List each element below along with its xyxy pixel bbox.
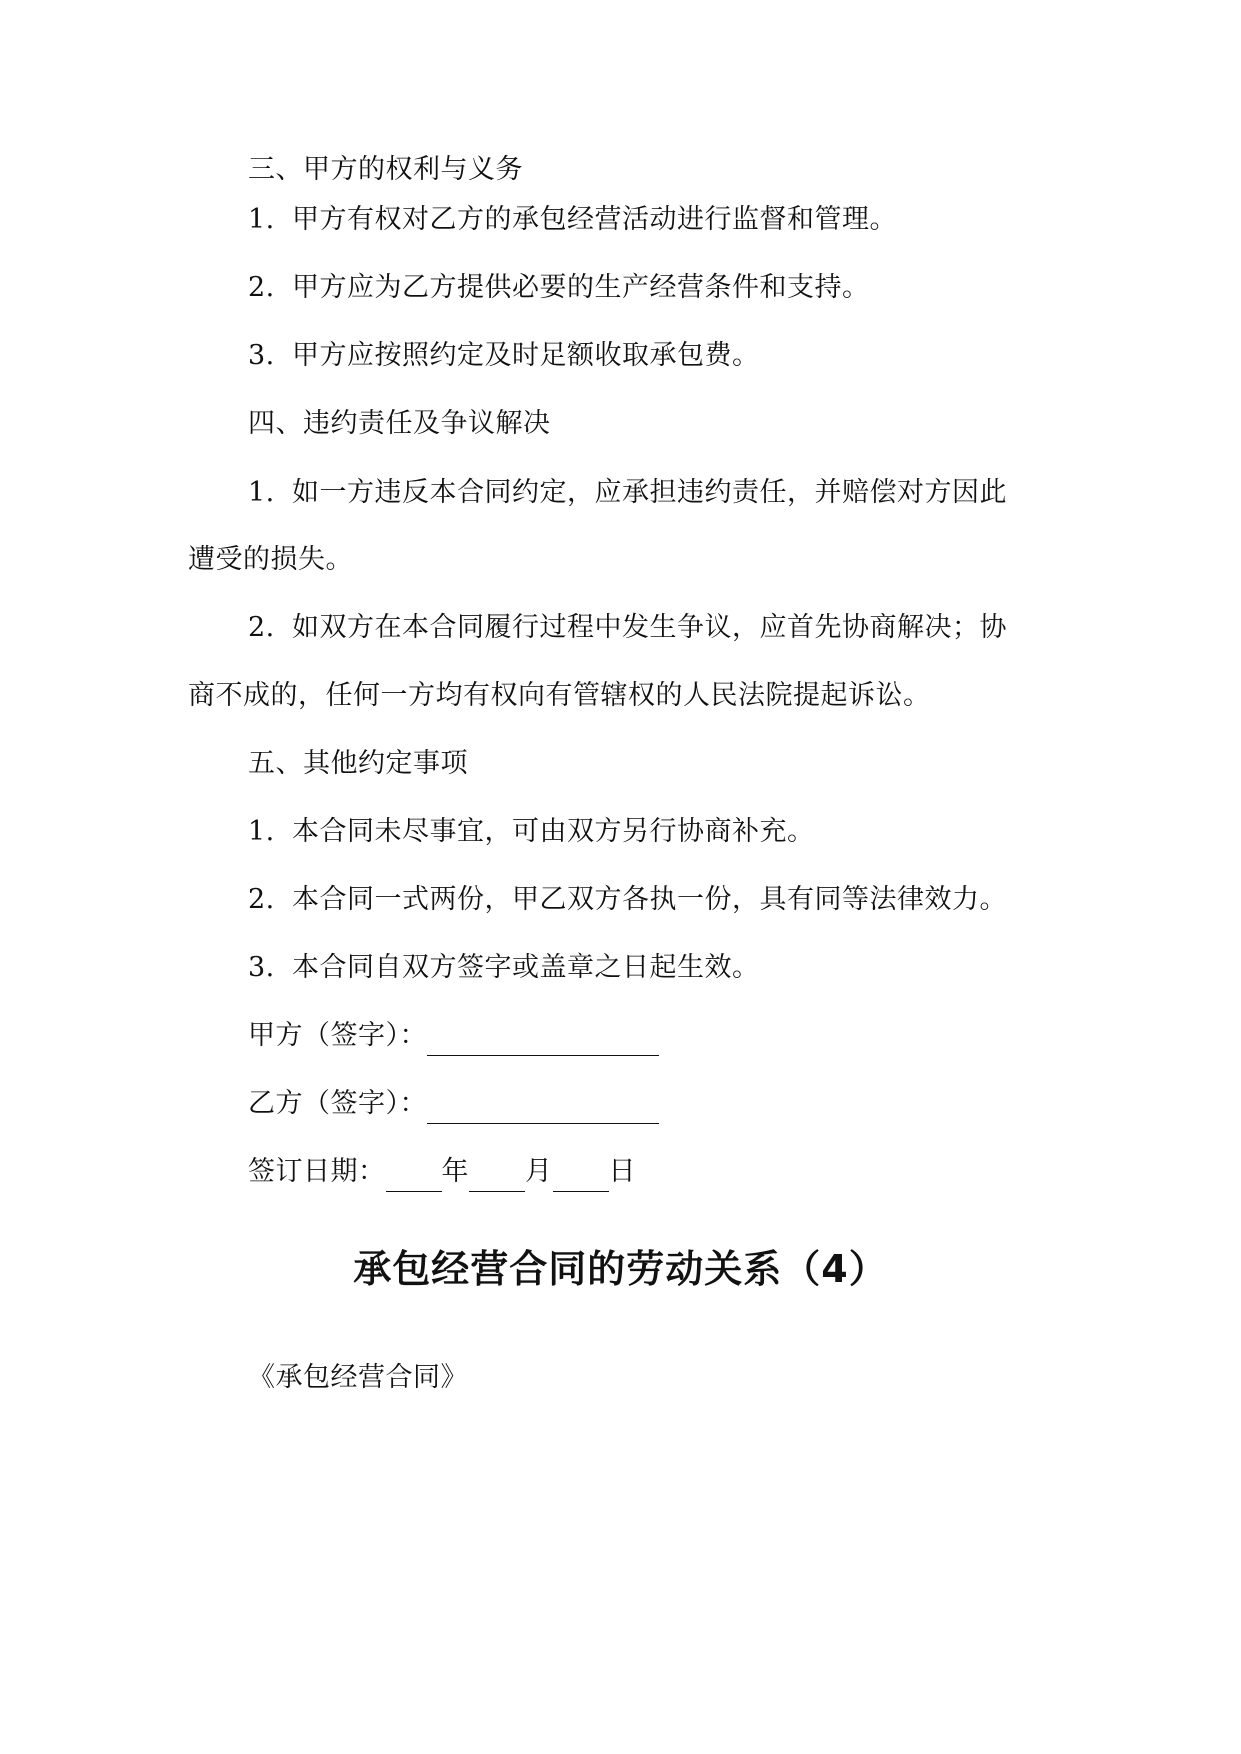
document-title: 承包经营合同的劳动关系（4） <box>353 1247 888 1291</box>
clause-number: 2. <box>248 272 275 303</box>
clause-number: 1. <box>248 816 275 847</box>
clause-text: 本合同一式两份，甲乙双方各执一份，具有同等法律效力。 <box>292 884 1007 915</box>
clause-5-1 <box>248 812 815 852</box>
clause-number: 2. <box>248 884 275 915</box>
section-4-heading: 四、违约责任及争议解决 <box>248 408 551 439</box>
party-b-signature-blank[interactable] <box>427 1093 659 1124</box>
clause-text: 本合同自双方签字或盖章之日起生效。 <box>292 952 760 983</box>
date-label: 签订日期： <box>248 1156 386 1187</box>
clause-number: 2. <box>248 612 275 643</box>
section-5-heading: 五、其他约定事项 <box>248 748 468 779</box>
month-label: 月 <box>525 1156 553 1187</box>
day-label: 日 <box>608 1156 636 1187</box>
clause-5-2 <box>248 880 1007 920</box>
party-a-signature-blank[interactable] <box>427 1025 659 1056</box>
month-blank[interactable] <box>469 1161 525 1192</box>
clause-text: 甲方应为乙方提供必要的生产经营条件和支持。 <box>292 272 870 303</box>
clause-text: 甲方应按照约定及时足额收取承包费。 <box>292 340 760 371</box>
party-a-signature-line <box>248 1016 659 1056</box>
clause-4-2-continued: 商不成的，任何一方均有权向有管辖权的人民法院提起诉讼。 <box>188 680 931 711</box>
clause-4-1-continued: 遭受的损失。 <box>188 544 353 575</box>
section-3-heading: 三、甲方的权利与义务 <box>248 154 523 185</box>
clause-text: 本合同未尽事宜，可由双方另行协商补充。 <box>292 816 815 847</box>
clause-text: 如双方在本合同履行过程中发生争议，应首先协商解决；协 <box>292 612 1007 643</box>
clause-number: 1. <box>248 477 275 508</box>
signing-date-line <box>248 1152 636 1192</box>
year-label: 年 <box>441 1156 469 1187</box>
party-b-label: 乙方（签字）： <box>248 1088 427 1119</box>
year-blank[interactable] <box>386 1161 442 1192</box>
clause-text: 甲方有权对乙方的承包经营活动进行监督和管理。 <box>292 204 897 235</box>
clause-number: 3. <box>248 952 275 983</box>
party-b-signature-line <box>248 1084 659 1124</box>
clause-3-3 <box>248 336 760 376</box>
clause-4-1 <box>248 473 1007 513</box>
day-blank[interactable] <box>553 1161 609 1192</box>
party-a-label: 甲方（签字）： <box>248 1020 427 1051</box>
clause-4-2 <box>248 608 1007 648</box>
clause-number: 3. <box>248 340 275 371</box>
clause-3-2 <box>248 268 870 308</box>
clause-5-3 <box>248 948 760 988</box>
clause-number: 1. <box>248 204 275 235</box>
clause-text: 如一方违反本合同约定，应承担违约责任，并赔偿对方因此 <box>292 477 1007 508</box>
contract-name: 《承包经营合同》 <box>248 1362 468 1393</box>
clause-3-1 <box>248 200 897 240</box>
